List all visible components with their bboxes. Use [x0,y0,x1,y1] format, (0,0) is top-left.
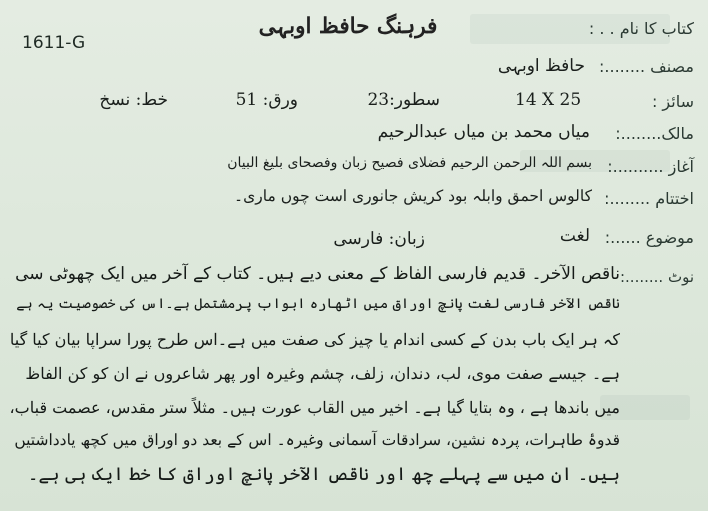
label-book-name: کتاب کا نام . . : [588,19,694,38]
size-value: 14 X 25 [515,90,582,110]
ending-value: کالوس احمق وابلہ بود کریش جانوری است چوں ماری۔ [234,187,592,205]
note-line: میں باندھا ہے ، وہ بتایا گیا ہے۔ اخیر میں القاب عورت ہیں۔ مثلاً ستر مقدس، عصمت قباب، [9,398,620,417]
book-title: فرہنگ حافظ اوبہی [258,14,438,39]
label-note: نوٹ ........: [619,268,694,286]
label-subject: موضوع ......: [604,228,694,247]
note-line: ناقص الآخر۔ قدیم فارسی الفاظ کے معنی دیے ہیں۔ کتاب کے آخر میں ایک چھوٹی سی [15,264,620,284]
label-owner: مالک........: [615,124,694,143]
leaves-value: ورق: 51 [235,90,298,110]
owner-value: میاں محمد بن میاں عبدالرحیم [377,122,590,142]
lines-value: سطور:23 [367,90,440,110]
note-line: قدوۂ طاہرات، پردہ نشین، سرادقات آسمانی وغیرہ۔ اس کے بعد دو اوراق میں کچھ یادداشتیں [14,431,620,449]
label-author: مصنف ........: [599,57,694,76]
label-ending: اختتام ........: [604,189,694,208]
beginning-value: بسم اللہ الرحمن الرحیم فضلای فصیح زبان وفصحای بلیغ البیان [227,155,592,171]
author-value: حافظ اوبہی [497,56,585,76]
script-value: خط: نسخ [99,90,168,110]
note-line: کہ ہر ایک باب بدن کے کسی اندام یا چیز کی صفت میں ہے۔اس طرح پورا سراپا بیان کیا گیا [9,330,620,349]
label-beginning: آغاز ..........: [607,157,694,176]
label-size: سائز : [651,92,694,111]
note-line: ہے۔ جیسے صفت موی، لب، دندان، زلف، چشم وغیرہ اور پھر شاعروں نے ان کو کن الفاظ [25,364,620,383]
reference-number: 1611-G [22,33,86,53]
language-value: زبان: فارسی [333,229,425,249]
note-line: ہیں۔ ان میں سے پہلے چھ اور ناقص الآخر پانچ اوراق کا خط ایک ہی ہے۔ [27,464,620,485]
subject-value: لغت [559,226,590,246]
note-line: ناقص الآخر فارسی لغت پانچ اوراق میں اٹھارہ ابواب پرمشتمل ہے۔اس کی خصوصیت یہ ہے [16,296,620,312]
